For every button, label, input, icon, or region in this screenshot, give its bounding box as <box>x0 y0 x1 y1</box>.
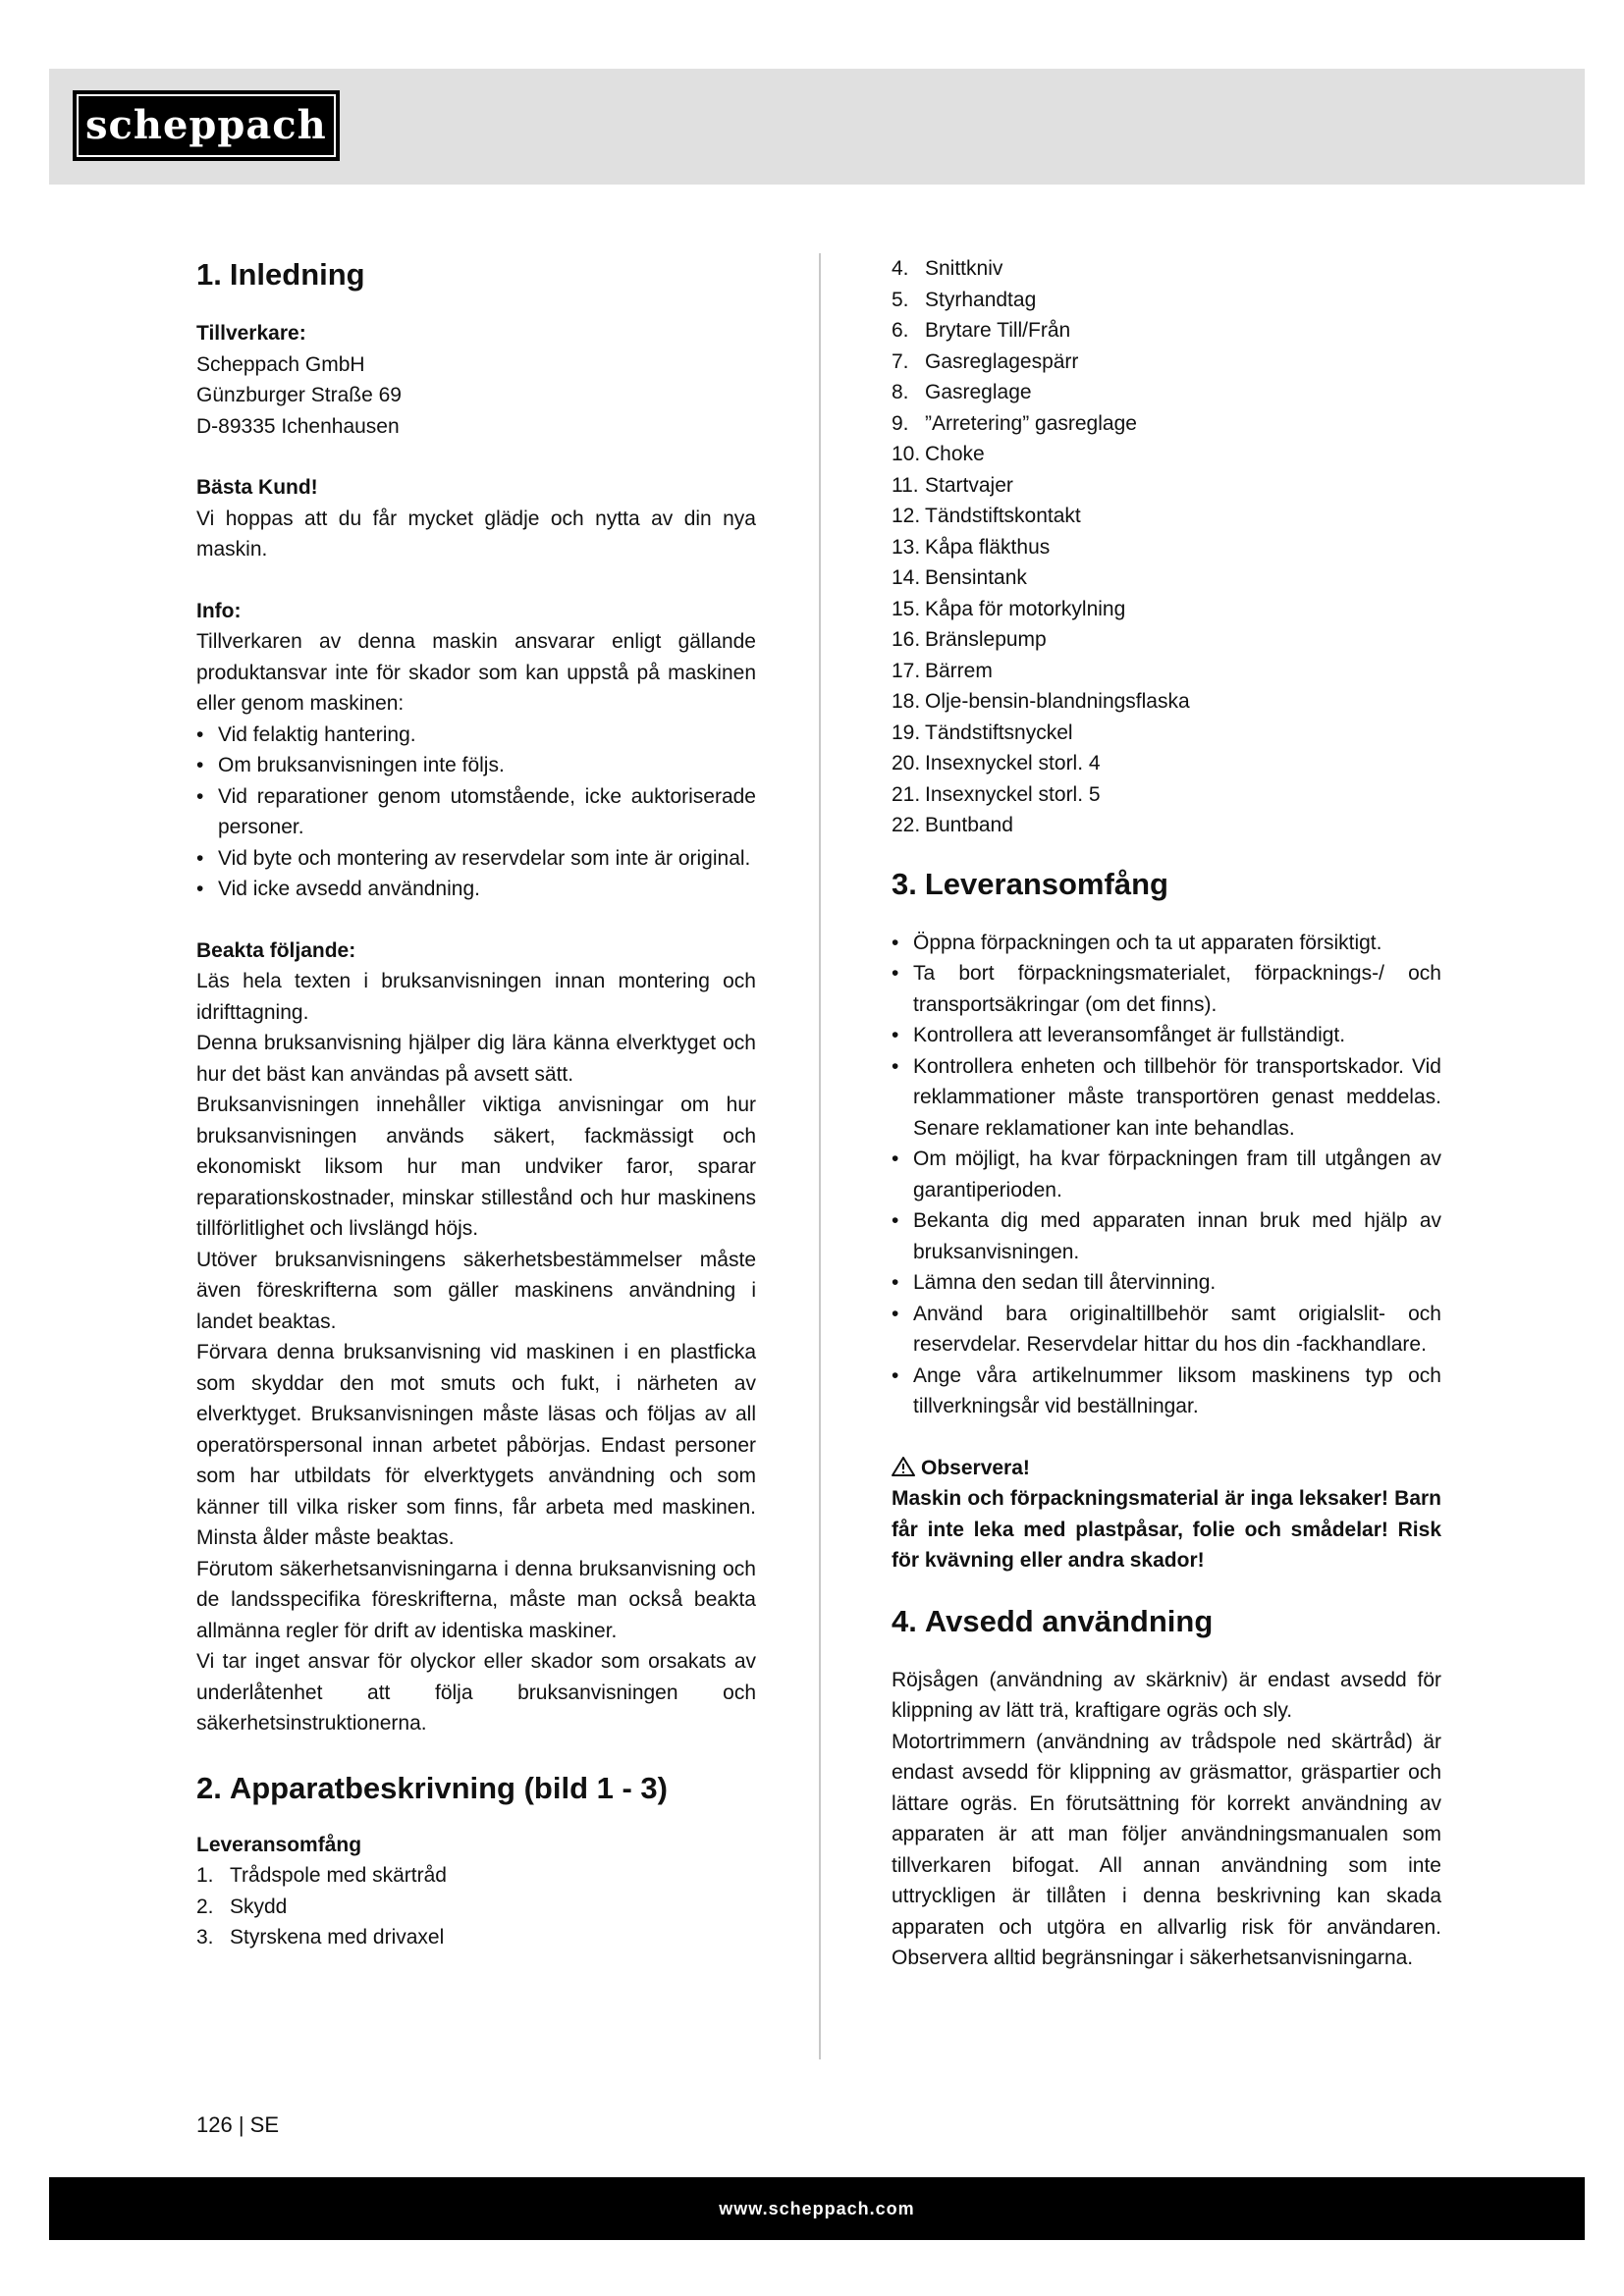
info-label: Info: <box>196 599 242 622</box>
note-paragraph: Denna bruksanvisning hjälper dig lära känna elverktyget och hur det bäst kan användas på avsett sätt. <box>196 1032 756 1086</box>
warning-label: Observera! <box>921 1456 1030 1479</box>
section-2-title: Apparatbeskrivning (bild 1 - 3) <box>229 1770 668 1805</box>
greeting-text: Vi hoppas att du får mycket glädje och nytta av din nya maskin. <box>196 507 756 561</box>
manufacturer-line: Scheppach GmbH <box>196 352 365 376</box>
section-4-heading <box>892 1600 1441 1643</box>
usage-paragraph: Motortrimmern (användning av trådspole ned skärtråd) är endast avsedd för klippning av gräsmattor, gräspartier och lättare ogräs. En förutsättning för korrekt användning av apparaten är att man följer användningsmanualen som tillverkaren bifogat. All annan användning som inte uttryckligen är tillåten i denna beskrivning kan skada apparaten och utgöra en allvarlig risk för användaren. Observera alltid begränsningar i säkerhetsanvisningarna. <box>892 1730 1441 1969</box>
scheppach-logo: scheppach <box>73 90 340 161</box>
section-3-heading <box>892 863 1441 906</box>
list-item: 15. Kåpa för motorkylning <box>892 597 1126 620</box>
greeting-label: Bästa Kund! <box>196 476 318 499</box>
list-item: 5. Styrhandtag <box>892 288 1037 311</box>
list-item: 12. Tändstiftskontakt <box>892 505 1081 527</box>
list-item: 3. Styrskena med drivaxel <box>196 1926 445 1949</box>
list-item: 8. Gasreglage <box>892 381 1032 403</box>
section-4-number: 4. <box>892 1603 917 1638</box>
list-item: 18. Olje-bensin-blandningsflaska <box>892 690 1190 713</box>
delivery-bullet-list <box>892 928 1441 1422</box>
list-item: • Lämna den sedan till återvinning. <box>892 1267 1441 1299</box>
list-item: 7. Gasreglagespärr <box>892 349 1079 373</box>
usage-paragraph: Röjsågen (användning av skärkniv) är endast avsedd för klippning av lätt trä, kraftigare ogräs och sly. <box>892 1668 1441 1722</box>
section-3-number: 3. <box>892 866 917 901</box>
list-item: 9. ”Arretering” gasreglage <box>892 411 1137 435</box>
footer-url: www.scheppach.com <box>719 2199 915 2218</box>
section-1-heading <box>196 253 756 296</box>
note-paragraph: Bruksanvisningen innehåller viktiga anvisningar om hur bruksanvisningen används säkert, fackmässigt och ekonomiskt liksom hur man undviker faror, sparar reparationskostnader, minskar stillestånd och hur maskinens tillförlitlighet och livslängd höjs. <box>196 1094 756 1240</box>
section-1-title: Inledning <box>229 257 365 292</box>
note-paragraph: Läs hela texten i bruksanvisningen innan montering och idrifttagning. <box>196 970 756 1024</box>
list-item: 2. Skydd <box>196 1895 288 1918</box>
warning-triangle-icon <box>892 1457 915 1476</box>
scope-label: Leveransomfång <box>196 1833 362 1856</box>
manufacturer-line: Günzburger Straße 69 <box>196 384 402 406</box>
list-item: • Vid byte och montering av reservdelar som inte är original. <box>196 843 756 875</box>
parts-list-left <box>196 1860 756 1953</box>
list-item: 21. Insexnyckel storl. 5 <box>892 782 1101 806</box>
list-item: 10. Choke <box>892 443 985 465</box>
list-item: • Om bruksanvisningen inte följs. <box>196 750 756 781</box>
list-item: 13. Kåpa fläkthus <box>892 535 1051 559</box>
column-divider <box>819 253 821 2059</box>
section-3-title: Leveransomfång <box>924 866 1168 901</box>
list-item: 6. Brytare Till/Från <box>892 319 1071 342</box>
manufacturer-label: Tillverkare: <box>196 322 306 345</box>
list-item: 17. Bärrem <box>892 659 993 682</box>
list-item: 16. Bränslepump <box>892 628 1047 651</box>
warning-text: Maskin och förpackningsmaterial är inga leksaker! Barn får inte leka med plastpåsar, folie och smådelar! Risk för kvävning eller andra skador! <box>892 1487 1441 1572</box>
list-item: 14. Bensintank <box>892 566 1027 589</box>
footer-band <box>49 2177 1585 2240</box>
list-item: • Kontrollera enheten och tillbehör för transportskador. Vid reklammationer måste transportören genast meddelas. Senare reklamationer kan inte behandlas. <box>892 1051 1441 1145</box>
list-item: • Öppna förpackningen och ta ut apparaten försiktigt. <box>892 928 1441 959</box>
header-band <box>49 69 1585 185</box>
parts-list-right <box>892 253 1441 841</box>
section-1-number: 1. <box>196 257 222 292</box>
note-paragraph: Utöver bruksanvisningens säkerhetsbestämmelser måste även föreskrifterna som gäller maskinens användning i landet beaktas. <box>196 1248 756 1333</box>
list-item: • Vid icke avsedd användning. <box>196 874 756 905</box>
list-item: 19. Tändstiftsnyckel <box>892 721 1073 744</box>
list-item: • Vid felaktig hantering. <box>196 720 756 751</box>
list-item: 1. Trådspole med skärtråd <box>196 1864 447 1887</box>
right-column <box>892 253 1441 1974</box>
section-2-heading <box>196 1767 756 1810</box>
list-item: 20. Insexnyckel storl. 4 <box>892 752 1101 774</box>
note-label: Beakta följande: <box>196 938 356 962</box>
section-2-number: 2. <box>196 1770 222 1805</box>
list-item: • Använd bara originaltillbehör samt origialslit- och reservdelar. Reservdelar hittar du hos din -fackhandlare. <box>892 1299 1441 1361</box>
list-item: 4. Snittkniv <box>892 257 1003 280</box>
manufacturer-line: D-89335 Ichenhausen <box>196 414 400 438</box>
info-text: Tillverkaren av denna maskin ansvarar enligt gällande produktansvar inte för skador som kan uppstå på maskinen eller genom maskinen: <box>196 630 756 715</box>
page-number: 126 | SE <box>196 2112 279 2137</box>
list-item: • Vid reparationer genom utomstående, icke auktoriserade personer. <box>196 781 756 843</box>
list-item: 22. Buntband <box>892 814 1013 836</box>
info-bullet-list <box>196 720 756 905</box>
list-item: • Bekanta dig med apparaten innan bruk med hjälp av bruksanvisningen. <box>892 1205 1441 1267</box>
list-item: • Kontrollera att leveransomfånget är fullständigt. <box>892 1020 1441 1051</box>
list-item: 11. Startvajer <box>892 473 1013 497</box>
left-column <box>196 253 756 1953</box>
note-paragraph: Förvara denna bruksanvisning vid maskinen i en plastficka som skyddar den mot smuts och fukt, i närheten av elverktyget. Bruksanvisningen måste läsas och följas av all operatörspersonal innan arbetet påbörjas. Endast personer som har utbildats för elverktygets användning och som känner till vilka risker som finns, får arbeta med maskinen. Minsta ålder måste beaktas. <box>196 1341 756 1549</box>
list-item: • Om möjligt, ha kvar förpackningen fram till utgången av garantiperioden. <box>892 1144 1441 1205</box>
warning-heading <box>892 1453 1441 1484</box>
section-4-title: Avsedd användning <box>924 1603 1214 1638</box>
note-paragraph: Förutom säkerhetsanvisningarna i denna bruksanvisning och de landsspecifika föreskrifterna, måste man också beakta allmänna regler för drift av identiska maskiner. <box>196 1557 756 1642</box>
note-paragraph: Vi tar inget ansvar för olyckor eller skador som orsakats av underlåtenhet att följa bruksanvisningen och säkerhetsinstruktionerna. <box>196 1650 756 1735</box>
list-item: • Ta bort förpackningsmaterialet, förpacknings-/ och transportsäkringar (om det finns). <box>892 958 1441 1020</box>
list-item: • Ange våra artikelnummer liksom maskinens typ och tillverkningsår vid beställningar. <box>892 1361 1441 1422</box>
